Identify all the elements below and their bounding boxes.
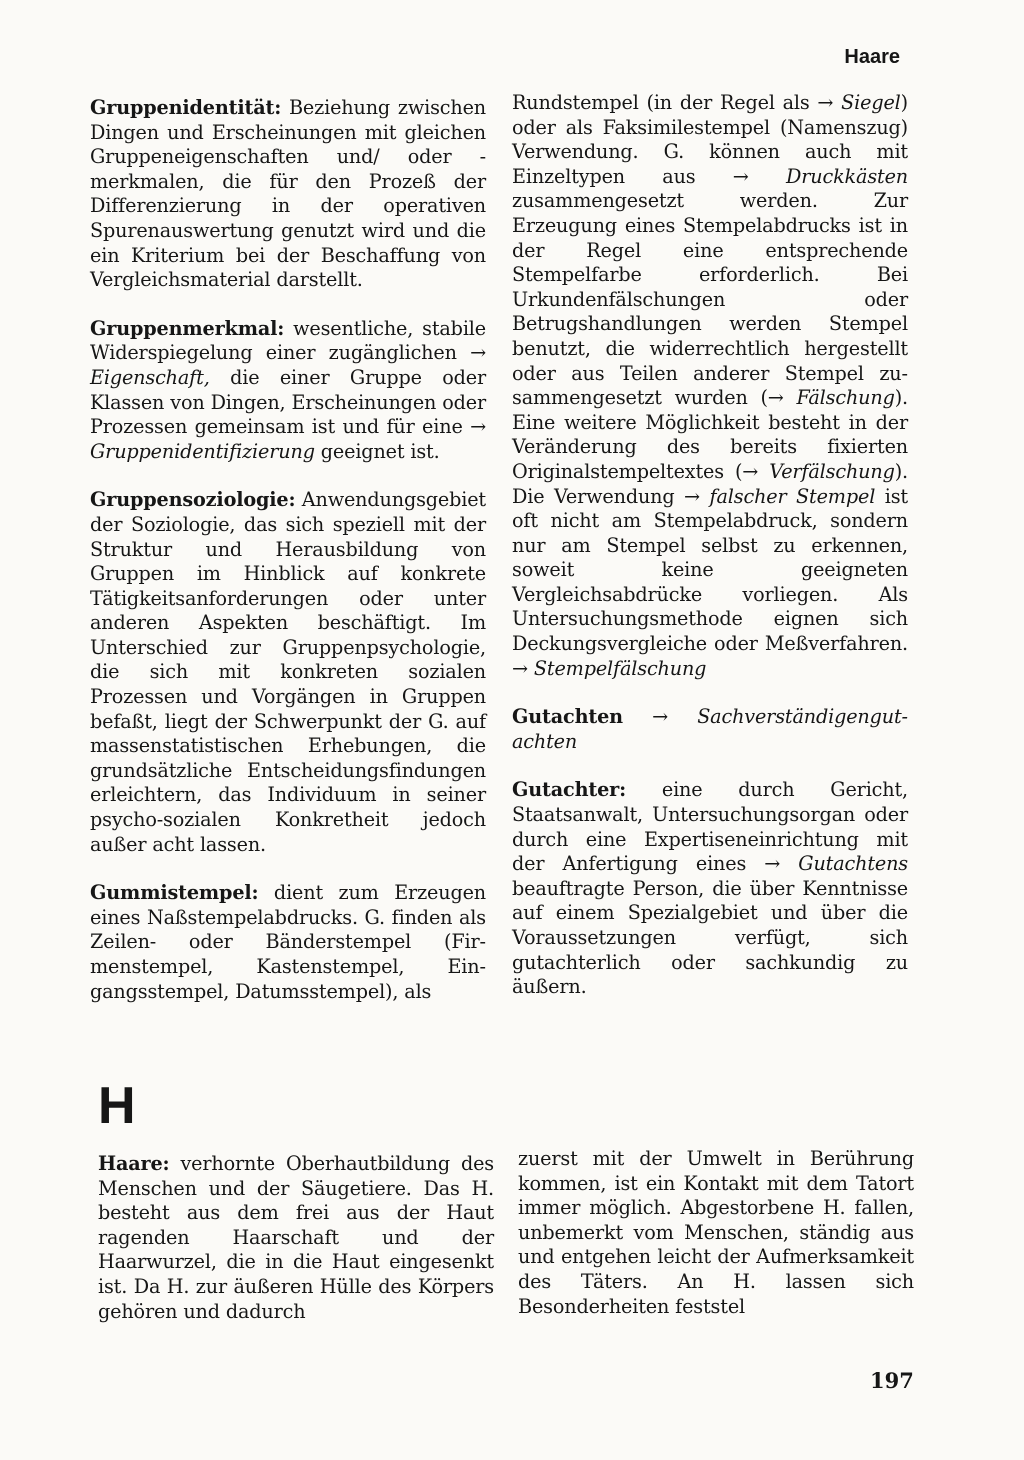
- cross-reference: Druckkästen: [786, 164, 908, 188]
- entry-term: Gruppenmerkmal:: [90, 316, 285, 340]
- entry-term: Gutachter:: [512, 778, 627, 802]
- entry-text: ). Eine weitere Möglichkeit besteht in der Veränderung des bereits fixierten Originalstempeltextes (→: [512, 386, 908, 483]
- entry-text: beauftragte Person, die über Kenntnisse auf einem Spezialgebiet und über die Voraussetzungen verfügt, sich gutachterlich oder sachkundig zu äußern.: [512, 876, 908, 999]
- entry-term: Haare:: [98, 1152, 170, 1175]
- entry-text: dient zum Erzeugen eines Naßstempelabdrucks. G. finden als Zeilen- oder Bänderstempel (Firmenstempel, Kastenstempel, Eingangsstempel, Datumsstempel), als: [90, 881, 486, 1003]
- entry-haare: [98, 1152, 494, 1324]
- entry-term: Gutachten: [512, 705, 623, 729]
- cross-reference: Verfälschung: [769, 459, 895, 483]
- entry-text: wesentliche, stabile Widerspiegelung einer zugänglichen →: [90, 316, 486, 365]
- right-column-top: [512, 91, 908, 1024]
- running-head: Haare: [844, 46, 900, 68]
- section-letter: H: [98, 1077, 136, 1135]
- entry-text: zusammengesetzt werden. Zur Erzeugung eines Stempelabdrucks ist in der Regel eine entsprechende Stempelfarbe erforderlich. Bei Urkundenfälschungen oder Betrugshandlungen werden Stempel benutzt, die widerrechtlich hergestellt oder aus Teilen anderer Stempel zusammengesetzt wurden (→: [512, 189, 908, 410]
- entry-term: Gruppenidentität:: [90, 96, 282, 119]
- cross-reference: Gutachtens: [798, 852, 908, 876]
- page-number: 197: [870, 1368, 914, 1393]
- left-column-top: [90, 96, 486, 1028]
- entry-text: die einer Gruppe oder Klassen von Dingen, Erscheinungen oder Prozessen gemeinsam ist und für eine →: [90, 365, 486, 439]
- entry-term: Gruppensoziologie:: [90, 488, 296, 512]
- entry-arrow: →: [622, 705, 698, 729]
- entry-text: Anwendungsgebiet der Soziologie, das sich speziell mit der Struktur und Herausbildung von Gruppen im Hinblick auf konkrete Tätigkeitsanforderungen oder unter anderen Aspekten beschäftigt. Im Unterschied zur Gruppenpsychologie, die sich mit konkreten sozialen Prozessen und Vorgängen in Gruppen befaßt, liegt der Schwerpunkt der G. auf massenstatistischen Erhebungen, die grundsätzliche Entscheidungsfindungen erleichtern, das Individuum in seiner psycho-sozialen Konkretheit jedoch außer acht lassen.: [90, 488, 486, 856]
- right-column-bottom: [518, 1147, 914, 1343]
- entry-gruppenmerkmal: [90, 317, 486, 465]
- cross-reference: Stempelfälschung: [533, 656, 707, 680]
- entry-gruppenidentitaet: [90, 96, 486, 293]
- cross-reference: Eigenschaft,: [90, 365, 210, 389]
- entry-gummistempel: [90, 881, 486, 1004]
- cross-reference: Siegel: [841, 91, 901, 114]
- cross-reference: Fälschung: [796, 386, 895, 410]
- entry-gummistempel-continued: [512, 91, 908, 681]
- entry-gutachter: [512, 778, 908, 999]
- entry-text: Rundstempel (in der Regel als →: [512, 91, 842, 114]
- cross-reference: Sachverständigengutachten: [512, 705, 908, 753]
- entry-text: zuerst mit der Umwelt in Berührung kommen, ist ein Kontakt mit dem Tatort immer möglich. Abgestorbene H. fallen, unbemerkt vom Menschen, ständig aus und entgehen leicht der Aufmerksamkeit des Täters. An H. lassen sich Besonderheiten feststel: [518, 1147, 914, 1318]
- left-column-bottom: [98, 1152, 494, 1348]
- cross-reference: Gruppenidentifizierung: [90, 439, 315, 463]
- entry-text: ). Die Verwendung →: [512, 459, 908, 508]
- entry-gutachten: [512, 705, 908, 754]
- entry-text: Beziehung zwischen Dingen und Erscheinungen mit gleichen Gruppeneigenschaften und/ oder -merkmalen, die für den Prozeß der Differenzierung in der operativen Spurenauswertung genutzt wird und die ein Kriterium bei der Beschaffung von Vergleichsmaterial darstellt.: [90, 96, 486, 292]
- cross-reference: falscher Stempel: [709, 484, 876, 508]
- entry-haare-continued: [518, 1147, 914, 1319]
- entry-gruppensoziologie: [90, 488, 486, 857]
- entry-text: geeignet ist.: [314, 439, 440, 463]
- entry-text: ) oder als Faksimilestempel (Namenszug) Verwendung. G. können auch mit Einzeltypen aus →: [512, 91, 908, 188]
- entry-text: eine durch Gericht, Staatsanwalt, Untersuchungsorgan oder durch eine Expertiseneinrichtung mit der Anfertigung eines →: [512, 778, 908, 876]
- entry-text: ist oft nicht am Stempelabdruck, sondern nur am Stempel selbst zu erkennen, soweit keine geeigneten Vergleichsabdrücke vorliegen. Als Untersuchungsmethode eignen sich Deckungsvergleiche oder Meßverfahren. →: [512, 484, 908, 680]
- entry-text: verhornte Oberhautbildung des Menschen und der Säugetiere. Das H. besteht aus dem frei aus der Haut ragenden Haarschaft und der Haarwurzel, die in die Haut eingesenkt ist. Da H. zur äußeren Hülle des Körpers gehören und dadurch: [98, 1152, 494, 1323]
- entry-term: Gummistempel:: [90, 881, 259, 905]
